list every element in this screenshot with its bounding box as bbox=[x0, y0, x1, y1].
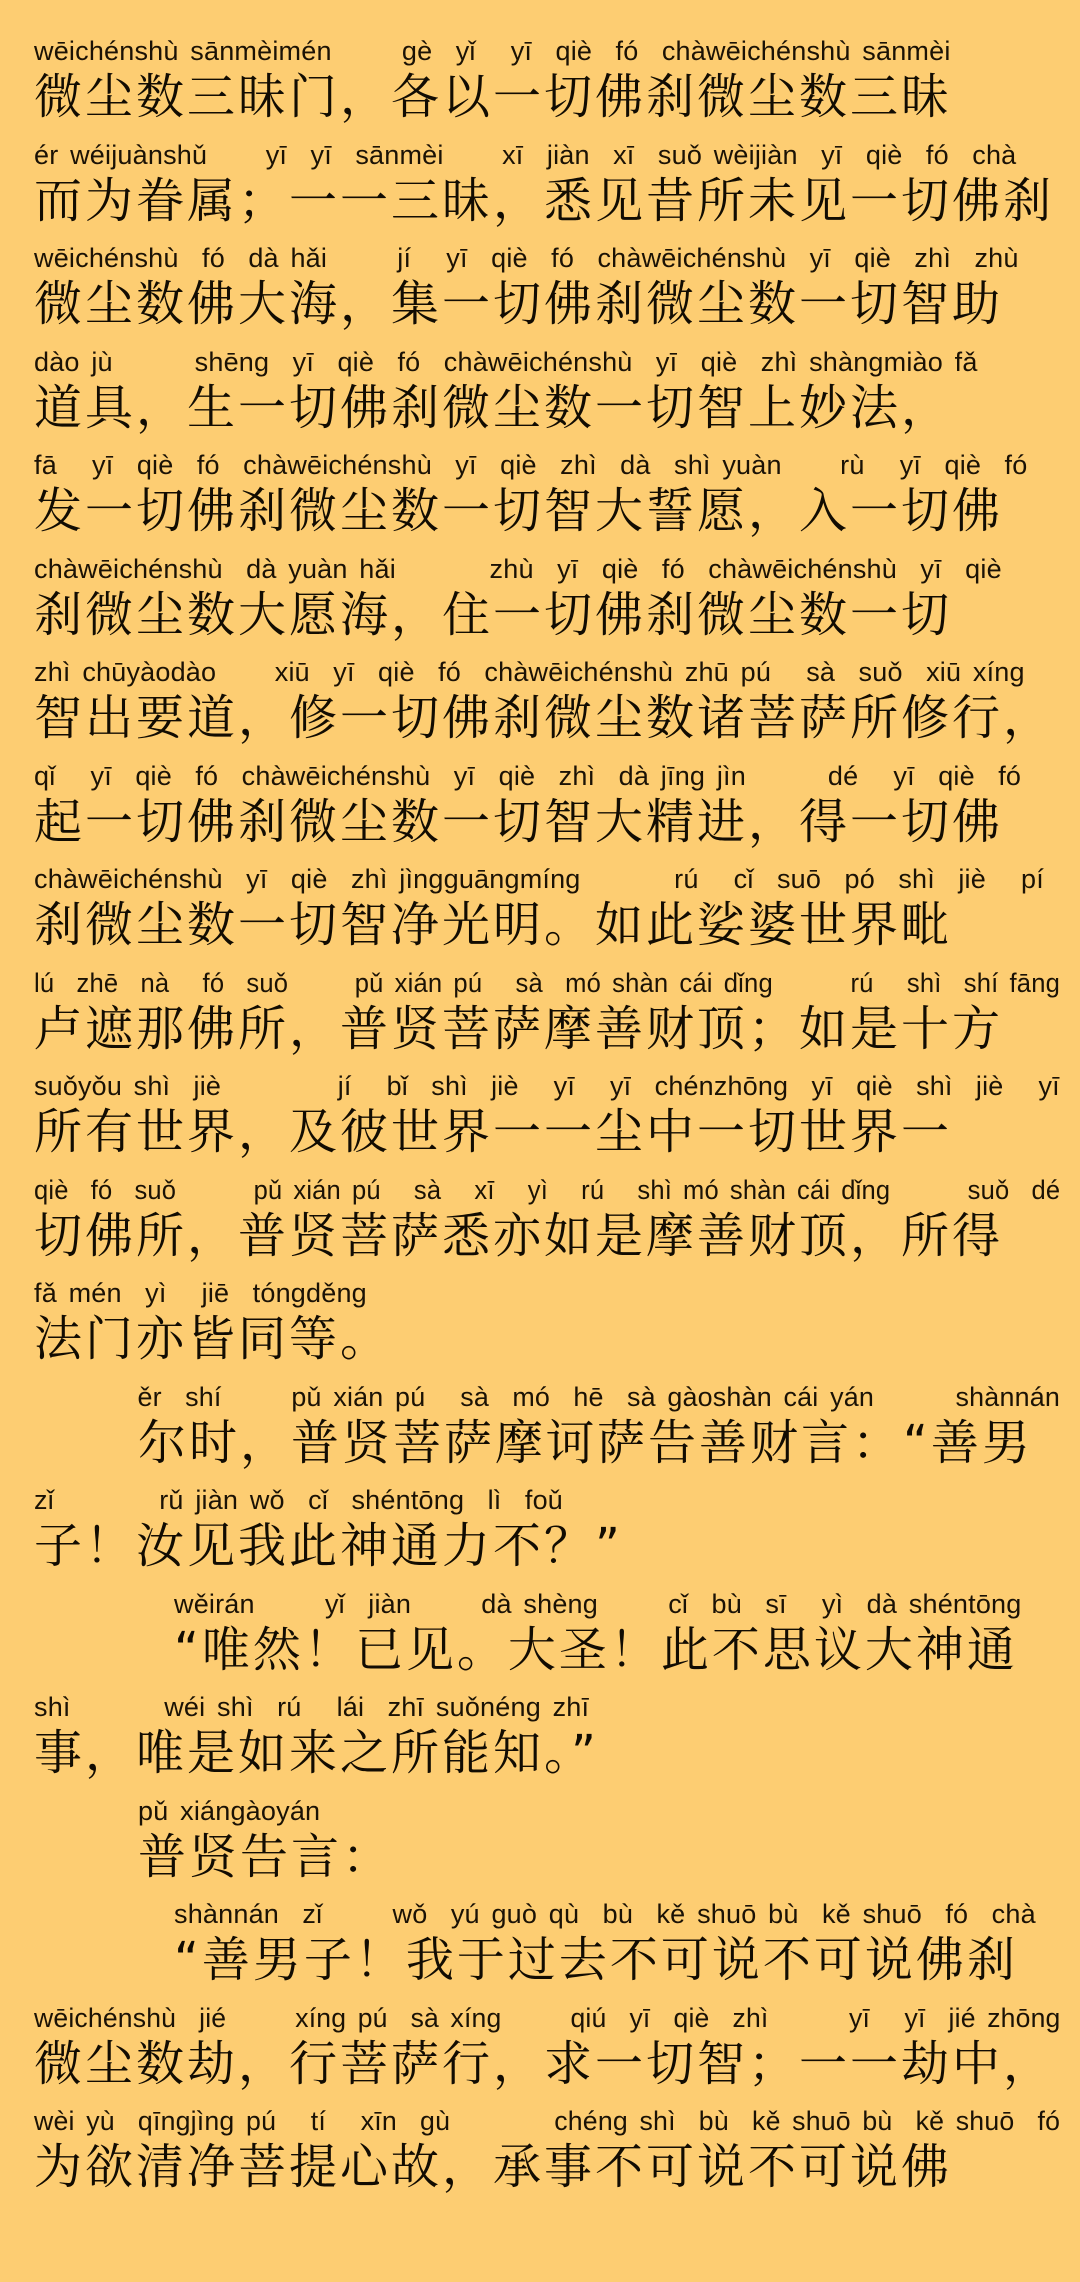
hanzi-line: 起一切佛刹微尘数一切智大精进，得一切佛 bbox=[34, 793, 1004, 850]
text-line bbox=[34, 1065, 1060, 1169]
text-line bbox=[34, 1997, 1061, 2101]
pinyin-line: ér wéijuànshǔ yī yī sānmèi xī jiàn xī suǒ wèijiàn yī qiè fó chà bbox=[34, 139, 1017, 170]
text-line bbox=[34, 1169, 1061, 1273]
hanzi-line: 子！汝见我此神通力不？” bbox=[34, 1518, 623, 1574]
text-line bbox=[34, 1686, 1050, 1790]
paragraph-start-line bbox=[34, 1376, 1061, 1480]
hanzi-line: 为欲清净菩提心故，承事不可说不可说佛 bbox=[34, 2139, 953, 2195]
pinyin-line: qǐ yī qiè fó chàwēichénshù yī qiè zhì dà jīng jìn dé yī qiè fó bbox=[34, 760, 1022, 791]
hanzi-line: 微尘数劫，行菩萨行，求一切智；一一劫中， bbox=[34, 2035, 1055, 2092]
hanzi-line: “善男子！我于过去不可说不可说佛刹 bbox=[174, 1932, 1018, 1988]
pinyin-line: chàwēichénshù dà yuàn hǎi zhù yī qiè fó chàwēichénshù yī qiè bbox=[34, 553, 1002, 584]
text-line bbox=[34, 755, 1050, 859]
text-line bbox=[34, 134, 1055, 238]
hanzi-line: 而为眷属；一一三昧，悉见昔所未见一切佛刹 bbox=[34, 172, 1055, 229]
pinyin-line: zǐ rǔ jiàn wǒ cǐ shéntōng lì foǔ bbox=[34, 1485, 564, 1515]
pinyin-line: dào jù shēng yī qiè fó chàwēichénshù yī qiè zhì shàngmiào fǎ bbox=[34, 346, 978, 377]
pinyin-line: chàwēichénshù yī qiè zhì jìngguāngmíng rú cǐ suō pó shì jiè pí bbox=[34, 864, 1044, 894]
pinyin-line: wēichénshù jié xíng pú sà xíng qiú yī qiè zhì yī yī jié zhōng bbox=[34, 2002, 1061, 2033]
paragraph-start-line bbox=[34, 1893, 1050, 1997]
pinyin-line: pǔ xiángàoyán bbox=[138, 1795, 321, 1826]
pinyin-line: suǒyǒu shì jiè jí bǐ shì jiè yī yī chénzhōng yī qiè shì jiè yī bbox=[34, 1071, 1060, 1101]
hanzi-line: 普贤告言： bbox=[138, 1828, 394, 1885]
hanzi-line: 所有世界，及彼世界一一尘中一切世界一 bbox=[34, 1104, 953, 1160]
text-line bbox=[34, 1272, 1050, 1376]
hanzi-line: 道具，生一切佛刹微尘数一切智上妙法， bbox=[34, 379, 953, 436]
paragraph-start-line bbox=[34, 1790, 1050, 1894]
pinyin-line: wèi yù qīngjìng pú tí xīn gù chéng shì bù kě shuō bù kě shuō fó bbox=[34, 2106, 1061, 2136]
paragraph-start-line bbox=[34, 1583, 1050, 1687]
text-line bbox=[34, 651, 1055, 755]
hanzi-line: 法门亦皆同等。 bbox=[34, 1311, 392, 1367]
hanzi-line: 切佛所，普贤菩萨悉亦如是摩善财顶，所得 bbox=[34, 1207, 1004, 1264]
text-line bbox=[34, 1479, 1050, 1583]
hanzi-line: 发一切佛刹微尘数一切智大誓愿，入一切佛 bbox=[34, 483, 1004, 539]
text-line bbox=[34, 858, 1050, 962]
hanzi-line: 微尘数三昧门，各以一切佛刹微尘数三昧 bbox=[34, 69, 953, 125]
text-line bbox=[34, 30, 1050, 134]
pinyin-line: wēichénshù fó dà hǎi jí yī qiè fó chàwēichénshù yī qiè zhì zhù bbox=[34, 243, 1019, 273]
pinyin-line: shì wéi shì rú lái zhī suǒnéng zhī bbox=[34, 1692, 590, 1722]
hanzi-line: 事，唯是如来之所能知。” bbox=[34, 1725, 599, 1781]
text-line bbox=[34, 341, 1050, 445]
pinyin-line: fā yī qiè fó chàwēichénshù yī qiè zhì dà shì yuàn rù yī qiè fó bbox=[34, 450, 1028, 480]
pinyin-line: zhì chūyàodào xiū yī qiè fó chàwēichénshù zhū pú sà suǒ xiū xíng bbox=[34, 657, 1025, 687]
pinyin-line: wēichénshù sānmèimén gè yǐ yī qiè fó chàwēichénshù sānmèi bbox=[34, 36, 951, 66]
pinyin-line: lú zhē nà fó suǒ pǔ xián pú sà mó shàn cái dǐng rú shì shí fāng bbox=[34, 967, 1061, 998]
hanzi-line: 尔时，普贤菩萨摩诃萨告善财言：“善男 bbox=[138, 1414, 1033, 1471]
pinyin-line: shànnán zǐ wǒ yú guò qù bù kě shuō bù kě shuō fó chà bbox=[174, 1899, 1036, 1929]
hanzi-line: 刹微尘数一切智净光明。如此娑婆世界毗 bbox=[34, 897, 953, 953]
text-line bbox=[34, 444, 1050, 548]
text-line bbox=[34, 237, 1050, 341]
pinyin-line: ěr shí pǔ xián pú sà mó hē sà gàoshàn cái yán shànnán bbox=[137, 1381, 1061, 1412]
text-line bbox=[34, 962, 1061, 1066]
text-line bbox=[34, 548, 1050, 652]
text-line bbox=[34, 2100, 1061, 2204]
pinyin-line: qiè fó suǒ pǔ xián pú sà xī yì rú shì mó shàn cái dǐng suǒ dé bbox=[34, 1174, 1061, 1205]
hanzi-line: 智出要道，修一切佛刹微尘数诸菩萨所修行， bbox=[34, 690, 1055, 746]
pinyin-line: fǎ mén yì jiē tóngděng bbox=[34, 1278, 367, 1308]
hanzi-line: 卢遮那佛所，普贤菩萨摩善财顶；如是十方 bbox=[34, 1000, 1004, 1057]
hanzi-line: “唯然！已见。大圣！此不思议大神通 bbox=[174, 1621, 1018, 1678]
hanzi-line: 刹微尘数大愿海，住一切佛刹微尘数一切 bbox=[34, 586, 953, 643]
pinyin-line: wěirán yǐ jiàn dà shèng cǐ bù sī yì dà shéntōng bbox=[174, 1588, 1022, 1619]
hanzi-line: 微尘数佛大海，集一切佛刹微尘数一切智助 bbox=[34, 276, 1004, 332]
